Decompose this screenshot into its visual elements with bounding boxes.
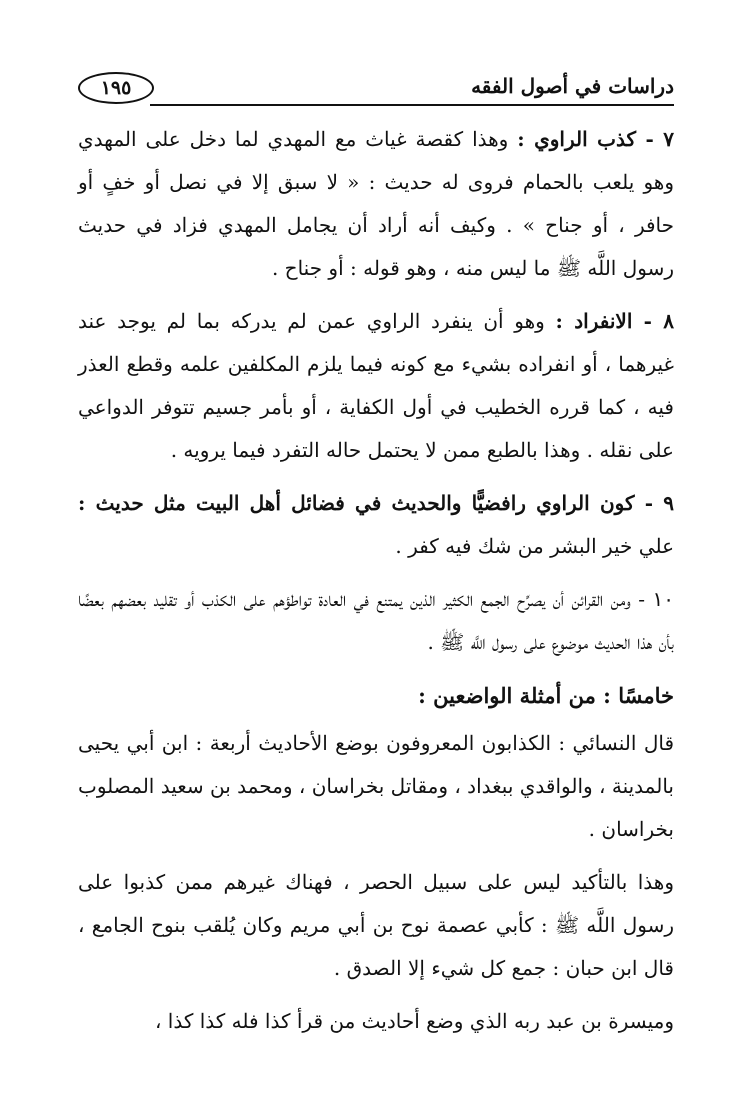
paragraph-text: وهو أن ينفرد الراوي عمن لم يدركه بما لم يوجد عند غيرهما ، أو انفراده بشيء مع كونه فيما يلزم المكلفين علمه وقطع العذر فيه ، كما قرره الخطيب في أول الكفاية ، أو بأمر جسيم تتوفر الدواعي على نقله . وهذا بالطبع ممن لا يحتمل حاله التفرد فيما يرويه . [78,309,674,462]
page-header [78,62,674,114]
paragraph-lead: ٨ - الانفراد : [555,309,675,333]
paragraph-7 [78,118,674,290]
paragraph-9 [78,482,674,568]
running-title: دراسات في أصول الفقه [471,74,674,98]
paragraph-8 [78,300,674,472]
paragraph-lead: ٧ - كذب الراوي : [517,127,675,151]
body-paragraph: وميسرة بن عبد ربه الذي وضع أحاديث من قرأ كذا فله كذا كذا ، [154,1009,674,1033]
paragraph-lead: ٩ - كون الراوي رافضيًّا والحديث في فضائل أهل البيت مثل حديث : [78,491,674,515]
paragraph-text: علي خير البشر من شك فيه كفر . [395,534,674,558]
body-paragraph: قال النسائي : الكذابون المعروفون بوضع الأحاديث أربعة : ابن أبي يحيى بالمدينة ، والواقدي ببغداد ، ومقاتل بخراسان ، ومحمد بن سعيد المصلوب بخراسان . [78,731,674,841]
header-rule [150,104,674,106]
paragraph-text: ١٠ - ومن القرائن أن يصرِّح الجمع الكثير الذين يمتنع في العادة تواطؤهم على الكذب أو تقليد بعضهم بعضًا بأن هذا الحديث موضوع على رسول اللَّه ﷺ . [78,587,674,654]
page-body [78,118,674,1043]
page-number: ١٩٥ [78,72,154,104]
paragraph-10 [78,578,674,664]
section-heading: خامسًا : من أمثلة الواضعين : [418,683,674,708]
body-paragraph: وهذا بالتأكيد ليس على سبيل الحصر ، فهناك غيرهم ممن كذبوا على رسول اللَّه ﷺ : كأبي عصمة نوح بن أبي مريم وكان يُلقب بنوح الجامع ، قال ابن حبان : جمع كل شيء إلا الصدق . [78,870,674,980]
paragraph-text: وهذا كقصة غياث مع المهدي لما دخل على المهدي وهو يلعب بالحمام فروى له حديث : « لا سبق إلا في نصل أو خفٍ أو حافر ، أو جناح » . وكيف أنه أراد أن يجامل المهدي فزاد في حديث رسول اللَّه ﷺ ما ليس منه ، وهو قوله : أو جناح . [78,127,674,280]
